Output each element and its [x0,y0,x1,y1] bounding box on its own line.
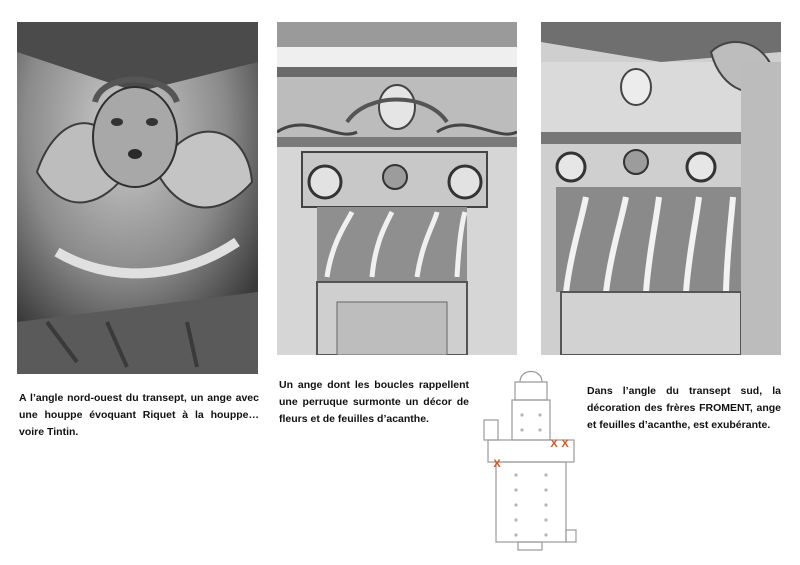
caption-south-transept: Dans l’angle du transept sud, la décoration des frères FROMENT, ange et feuilles d’acanthe, est exubérante. [587,385,781,431]
plan-marker-northwest: X [493,458,501,470]
photo-south-transept-froment [541,22,781,355]
photo-angel-capital-acanthus [277,22,517,355]
church-floor-plan [480,360,580,555]
photo-angel-northwest-transept [17,22,258,374]
caption-angel-capital: Un ange dont les boucles rappellent une perruque surmonte un décor de fleurs et de feuilles d’acanthe. [279,379,469,425]
caption-angel-northwest: A l’angle nord-ouest du transept, un ange avec une houppe évoquant Riquet à la houppe… voire Tintin. [19,392,259,438]
plan-marker-capital: X [550,438,558,450]
plan-marker-south: X [561,438,569,450]
